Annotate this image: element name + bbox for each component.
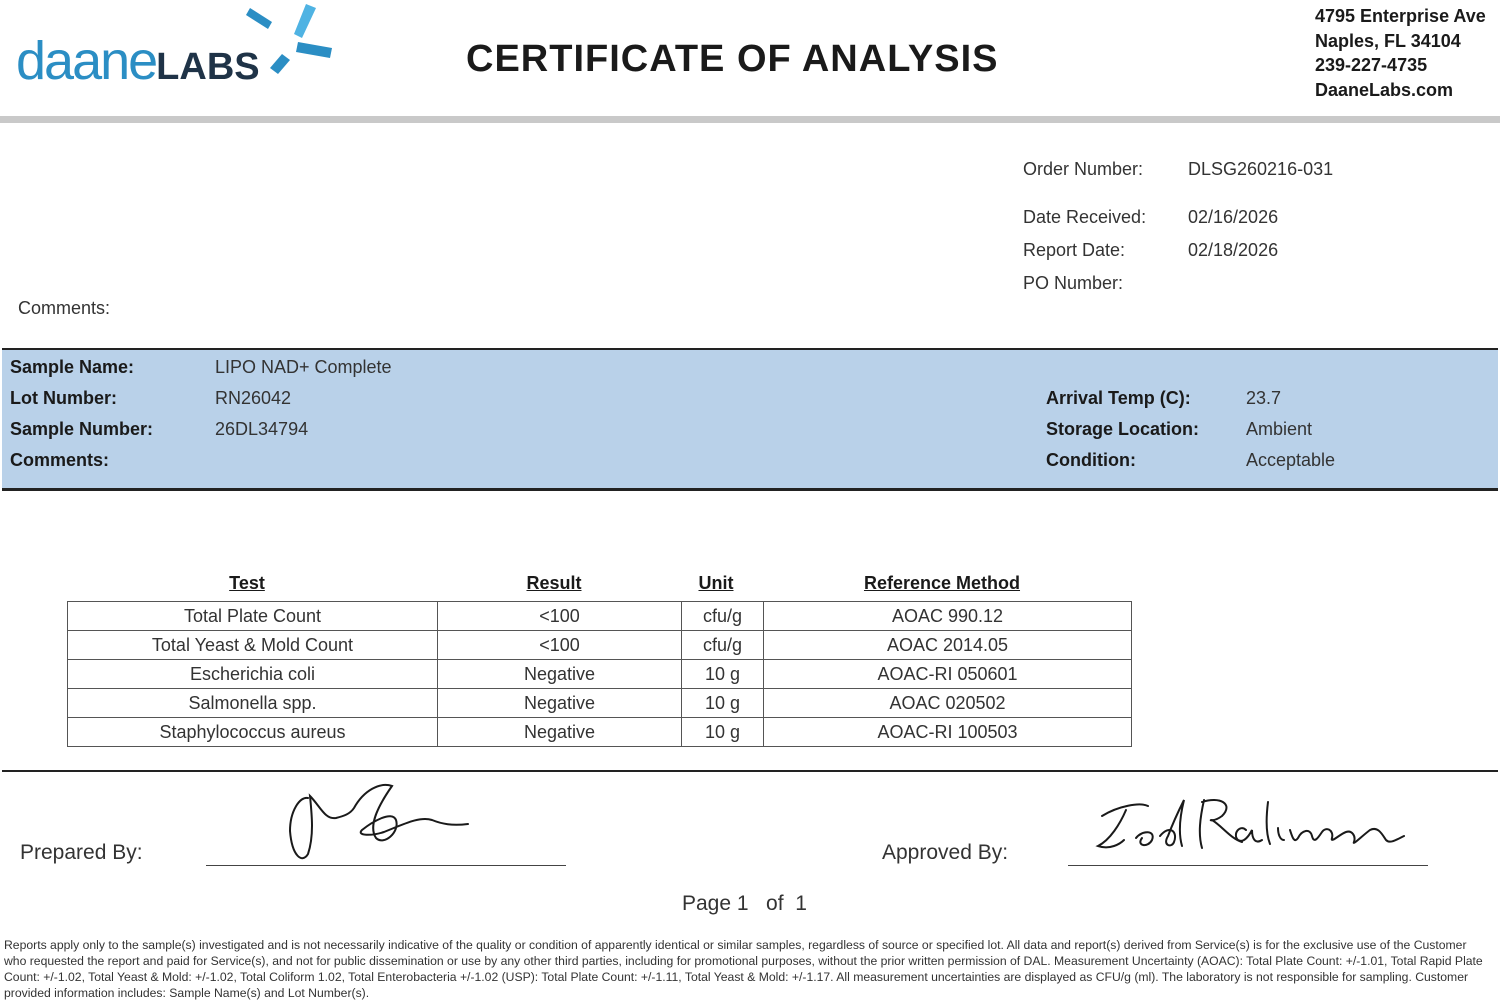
- approved-by-signature: [1090, 790, 1410, 860]
- lot-number-value: RN26042: [215, 388, 292, 408]
- arrival-temp-value: 23.7: [1246, 388, 1282, 408]
- sample-name-value: LIPO NAD+ Complete: [215, 357, 392, 377]
- sample-number-value: 26DL34794: [215, 419, 309, 439]
- unit-cell: cfu/g: [682, 602, 764, 631]
- po-number-label: PO Number:: [1023, 273, 1124, 293]
- prepared-by-line: [206, 865, 566, 866]
- result-cell: <100: [438, 602, 682, 631]
- table-row: [68, 718, 1132, 747]
- sample-name-label: Sample Name:: [10, 357, 135, 377]
- address-street: 4795 Enterprise Ave: [1315, 6, 1486, 26]
- prepared-by-signature: [280, 776, 480, 866]
- logo-wordmark: [16, 30, 260, 92]
- method-cell: AOAC 2014.05: [764, 631, 1132, 660]
- sample-number-label: Sample Number:: [10, 419, 154, 439]
- date-received-value: 02/16/2026: [1188, 207, 1279, 227]
- test-name-cell: Total Yeast & Mold Count: [68, 631, 438, 660]
- table-row: [68, 631, 1132, 660]
- table-row: [68, 660, 1132, 689]
- results-table: [67, 601, 1132, 747]
- unit-cell: 10 g: [682, 689, 764, 718]
- prepared-by-label: Prepared By:: [20, 841, 143, 864]
- column-header-result: Result: [526, 573, 582, 593]
- order-number-label: Order Number:: [1023, 159, 1144, 179]
- daane-labs-logo: [16, 2, 336, 92]
- storage-location-label: Storage Location:: [1046, 419, 1200, 439]
- lab-address: [1315, 4, 1486, 102]
- comments-label: Comments:: [18, 298, 111, 318]
- section-divider: [2, 770, 1498, 772]
- logo-main-text: daane: [16, 31, 157, 91]
- test-name-cell: Salmonella spp.: [68, 689, 438, 718]
- condition-value: Acceptable: [1246, 450, 1336, 470]
- table-row: [68, 602, 1132, 631]
- logo-burst-icon: [232, 2, 342, 82]
- lot-number-label: Lot Number:: [10, 388, 117, 408]
- logo-labs-text: LABS: [156, 46, 260, 88]
- sample-comments-label: Comments:: [10, 450, 110, 470]
- test-name-cell: Escherichia coli: [68, 660, 438, 689]
- address-phone: 239-227-4735: [1315, 55, 1428, 75]
- condition-label: Condition:: [1046, 450, 1136, 470]
- table-row: [68, 689, 1132, 718]
- address-city: Naples, FL 34104: [1315, 30, 1461, 51]
- approved-by-line: [1068, 865, 1428, 866]
- result-cell: <100: [438, 631, 682, 660]
- unit-cell: 10 g: [682, 660, 764, 689]
- date-received-label: Date Received:: [1023, 207, 1147, 227]
- disclaimer-text: Reports apply only to the sample(s) investigated and is not necessarily indicative of the quality or condition of apparently identical or similar samples, regardless of source or specified lot. All data and report(s) derived from Service(s) is for the exclusive use of the Customer who requested the report and paid for Service(s), and not for public dissemination or use by any other third parties, including for promotional purposes, without the prior written permission of DAL. Measurement Uncertainty (AOAC): Total Plate Count: +/-1.01, Total Rapid Plate Count: +/-1.02, Total Yeast & Mold: +/-1.02, Total Coliform 1.02, Total Enterobacteria +/-1.02 (USP): Total Plate Count: +/-1.11, Total Yeast & Mold: +/-1.17. All measurement uncertainties are displayed as CFU/g (ml). The laboratory is not responsible for sampling. Customer provided information includes: Sample Name(s) and Lot Number(s).: [4, 938, 1483, 1000]
- test-name-cell: Staphylococcus aureus: [68, 718, 438, 747]
- document-title: CERTIFICATE OF ANALYSIS: [466, 38, 999, 80]
- approved-by-label: Approved By:: [882, 841, 1009, 864]
- column-header-unit: Unit: [698, 573, 734, 593]
- report-date-label: Report Date:: [1023, 240, 1126, 260]
- unit-cell: cfu/g: [682, 631, 764, 660]
- method-cell: AOAC 990.12: [764, 602, 1132, 631]
- method-cell: AOAC-RI 100503: [764, 718, 1132, 747]
- column-header-test: Test: [229, 573, 265, 593]
- order-number-value: DLSG260216-031: [1188, 159, 1334, 179]
- header-divider: [0, 116, 1500, 123]
- result-cell: Negative: [438, 689, 682, 718]
- storage-location-value: Ambient: [1246, 419, 1313, 439]
- address-website: DaaneLabs.com: [1315, 79, 1454, 100]
- method-cell: AOAC 020502: [764, 689, 1132, 718]
- report-date-value: 02/18/2026: [1188, 240, 1279, 260]
- result-cell: Negative: [438, 660, 682, 689]
- result-cell: Negative: [438, 718, 682, 747]
- test-name-cell: Total Plate Count: [68, 602, 438, 631]
- column-header-reference-method: Reference Method: [863, 573, 1021, 593]
- page-number: Page 1 of 1: [682, 892, 807, 915]
- arrival-temp-label: Arrival Temp (C):: [1046, 388, 1191, 408]
- method-cell: AOAC-RI 050601: [764, 660, 1132, 689]
- unit-cell: 10 g: [682, 718, 764, 747]
